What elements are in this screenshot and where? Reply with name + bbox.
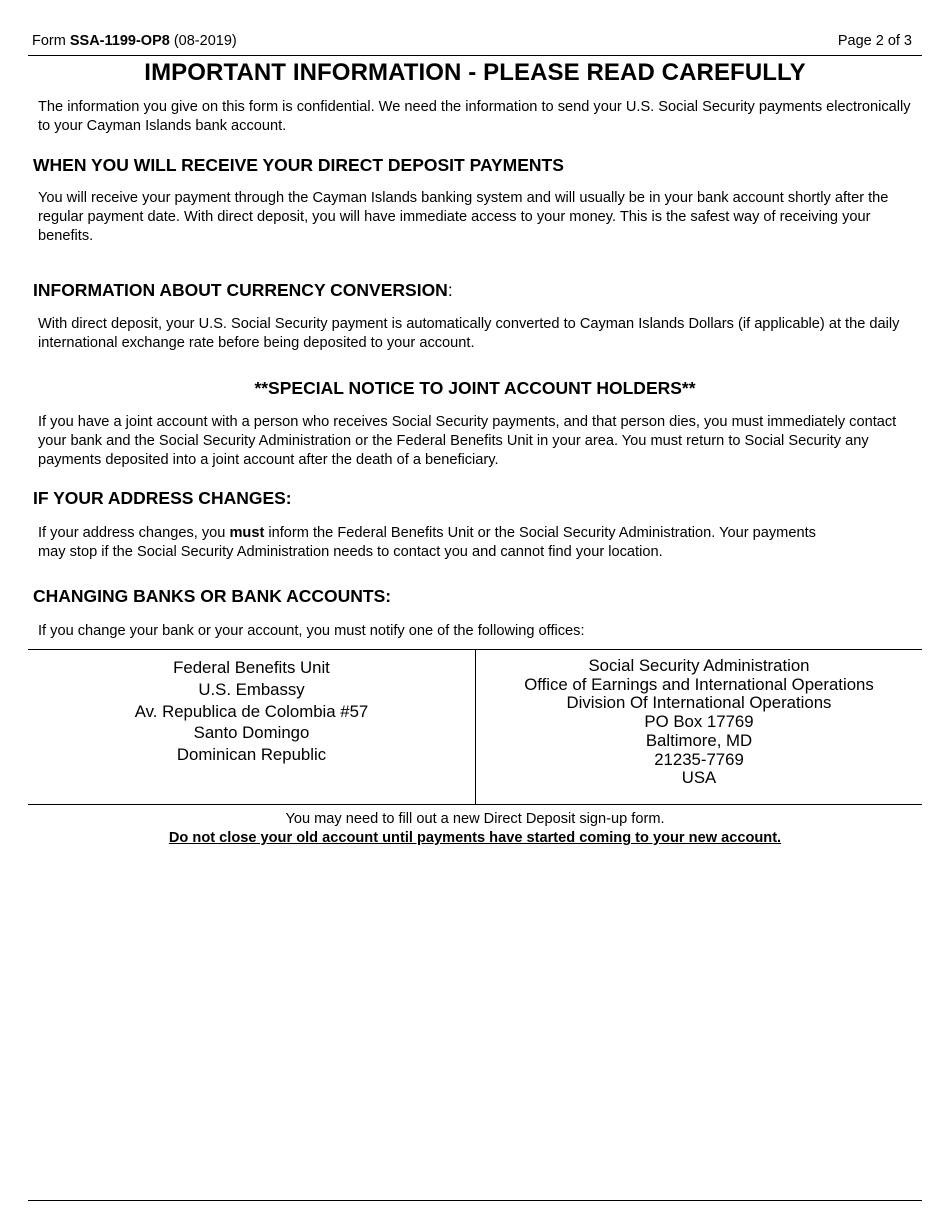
joint-paragraph: If you have a joint account with a person who receives Social Security payments, and that person dies, you must immediately contact your bank and the Social Security Administration or the Federal Benefits Unit in your area. You must return to Social Security any payments deposited into a joint account after the death of a beneficiary. [38,414,897,468]
currency-paragraph: With direct deposit, your U.S. Social Security payment is automatically converted to Cayman Islands Dollars (if applicable) at the daily international exchange rate before being deposited to your account. [38,316,900,351]
address-line: Baltimore, MD [645,730,753,750]
footer-rule [28,1200,922,1201]
address-line: Office of Earnings and International Operations [524,674,874,694]
form-number: SSA-1199-OP8 [69,33,170,49]
address-line: Av. Republica de Colombia #57 [134,701,369,721]
currency-heading-text: INFORMATION ABOUT CURRENCY CONVERSION [33,280,448,300]
address-line: U.S. Embassy [198,679,305,699]
banks-paragraph: If you change your bank or your account, you must notify one of the following offices: [38,623,585,639]
ssa-address [476,657,922,788]
currency-heading [33,280,453,301]
footnote-warning: Do not close your old account until payments have started coming to your new account. [168,830,782,846]
form-identifier [32,33,237,49]
intro-paragraph: The information you give on this form is confidential. We need the information to send your U.S. Social Security payments electronically to your Cayman Islands bank account. [38,99,911,134]
page-title: IMPORTANT INFORMATION - PLEASE READ CAREFULLY [144,59,806,86]
address-line: Federal Benefits Unit [173,658,330,677]
banks-heading: CHANGING BANKS OR BANK ACCOUNTS: [33,586,392,606]
address-line: Dominican Republic [176,745,327,765]
deposit-paragraph: You will receive your payment through the Cayman Islands banking system and will usually be in your bank account shortly after the regular payment date. With direct deposit, you will have immediate access to your money. This is the safest way of receiving your benefits. [38,190,889,244]
address-line: Santo Domingo [193,723,310,743]
address-heading: IF YOUR ADDRESS CHANGES: [33,488,292,508]
joint-heading: **SPECIAL NOTICE TO JOINT ACCOUNT HOLDERS** [254,378,696,398]
address-line: PO Box 17769 [644,712,754,732]
currency-heading-colon: : [447,280,453,300]
form-prefix: Form [32,33,70,49]
address-text-start: If your address changes, you [38,525,230,541]
address-line: 21235-7769 [654,749,744,769]
footnote [0,810,950,848]
address-line: Social Security Administration [588,656,810,675]
address-line: USA [681,768,717,788]
page-number: Page 2 of 3 [837,33,912,49]
deposit-heading: WHEN YOU WILL RECEIVE YOUR DIRECT DEPOSIT PAYMENTS [33,155,564,175]
header-rule [28,55,922,56]
address-paragraph [38,524,818,562]
form-date: (08-2019) [169,33,237,49]
federal-benefits-unit-address [28,657,475,766]
address-line: Division Of International Operations [566,693,832,713]
offices-table [28,649,922,805]
page-header [32,33,912,51]
footnote-line: You may need to fill out a new Direct Deposit sign-up form. [285,811,665,827]
address-text-end: inform the Federal Benefits Unit or the Social Security Administration. Your payments may stop if the Social Security Administration needs to contact you and cannot find your location. [38,525,816,560]
address-text-must: must [229,525,265,541]
